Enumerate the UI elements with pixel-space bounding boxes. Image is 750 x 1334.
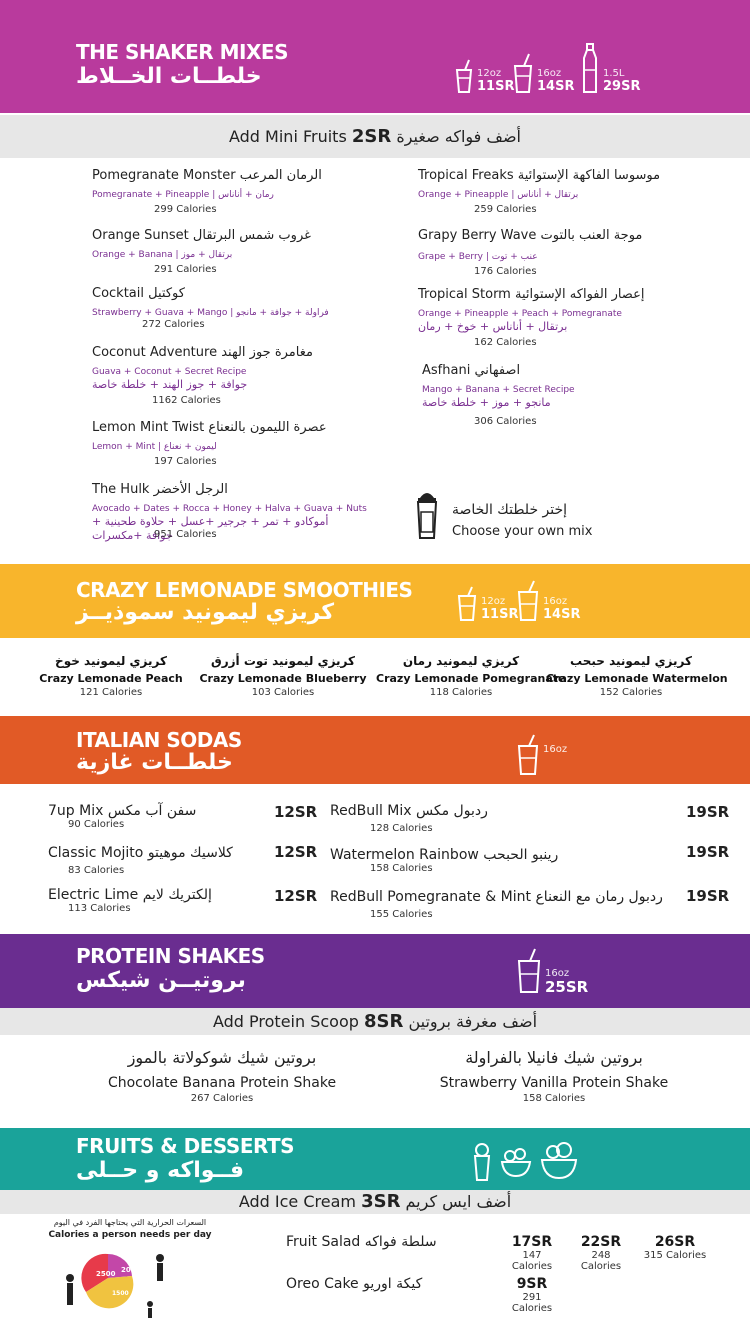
item-price: 19SR <box>686 803 730 821</box>
item-name: Grapy Berry Wave موجة العنب بالتوت <box>418 228 643 243</box>
item-name: Lemon Mint Twist عصرة الليمون بالنعناع <box>92 420 327 435</box>
item-name: Coconut Adventure مغامرة جوز الهند <box>92 345 313 360</box>
size-16oz <box>516 948 588 994</box>
menu-item <box>422 363 575 427</box>
item-ingredients: Avocado + Dates + Rocca + Honey + Halva + Guava + Nuts <box>92 504 367 514</box>
item-ingredients: Strawberry + Guava + Mango | فراولة + جوافة + مانجو <box>92 308 329 318</box>
item-ingredients: Lemon + Mint | ليمون + نعناع <box>92 442 217 452</box>
size-price: 29SR <box>603 79 641 94</box>
dessert-bowl-icon <box>540 1136 578 1182</box>
price: 9SR <box>516 1276 548 1292</box>
item-name-en: Crazy Lemonade Blueberry <box>199 672 367 685</box>
size-12oz <box>454 58 514 94</box>
item-ingredients-ar: جوافة + جوز الهند + خلطة خاصة <box>92 378 248 391</box>
pie-label: 2500 <box>96 1270 116 1278</box>
item-name: RedBull Mix ردبول مكس <box>330 803 488 819</box>
cup-icon <box>516 580 540 622</box>
size-16oz <box>516 734 567 776</box>
protein-title-en: PROTEIN SHAKES <box>76 944 265 968</box>
item-ingredients: Orange + Pineapple | برتقال + أناناس <box>418 190 579 200</box>
size-label: 1.5L <box>603 68 625 79</box>
sodas-title-ar: خلطــات غازية <box>76 750 233 775</box>
item-name: Tropical Storm إعصار الفواكه الإستوائية <box>418 287 645 302</box>
soda-item <box>48 887 212 914</box>
fruit-salad-name: Fruit Salad سلطة فواكه <box>286 1234 437 1250</box>
item-name-ar: كريزي ليمونيد خوخ <box>55 654 167 668</box>
item-calories: 951 Calories <box>154 529 217 540</box>
sodas-header <box>0 716 750 784</box>
item-name-ar: كريزي ليمونيد رمان <box>402 654 520 668</box>
item-calories: 162 Calories <box>474 337 537 348</box>
item-name-en: Crazy Lemonade Peach <box>39 672 183 685</box>
item-calories: 103 Calories <box>251 687 315 698</box>
addon-text: Add Ice Cream <box>238 1192 356 1211</box>
item-name: RedBull Pomegranate & Mint ردبول رمان مع النعناع <box>330 889 663 905</box>
soda-item <box>330 847 558 874</box>
mini-fruits-addon <box>0 115 750 158</box>
item-ingredients: Mango + Banana + Secret Recipe <box>422 385 575 395</box>
calories-needed-en: Calories a person needs per day <box>48 1230 212 1240</box>
item-name-ar: بروتين شيك فانيلا بالفراولة <box>465 1048 643 1067</box>
item-calories: 267 Calories <box>190 1093 254 1104</box>
calories: 315 Calories <box>643 1250 707 1261</box>
item-calories: 113 Calories <box>68 903 131 914</box>
item-name-en: Crazy Lemonade Watermelon <box>546 672 728 685</box>
oreo-cake-name: Oreo Cake كيكة اوريو <box>286 1276 423 1292</box>
menu-item <box>92 345 313 406</box>
item-ingredients: Orange + Pineapple + Peach + Pomegranate <box>418 309 622 319</box>
shaker-title-en: THE SHAKER MIXES <box>76 40 288 64</box>
lemonade-item <box>198 654 368 698</box>
menu-item <box>418 228 642 277</box>
item-calories: 1162 Calories <box>152 395 221 406</box>
own-mix-ar: إختر خلطتك الخاصة <box>452 502 568 518</box>
menu-item <box>418 168 660 215</box>
protein-title-ar: بروتيــن شيكس <box>76 968 246 993</box>
item-calories: 176 Calories <box>474 266 537 277</box>
item-ingredients-ar: مانجو + موز + خلطة خاصة <box>422 396 551 409</box>
fruits-header <box>0 1128 750 1190</box>
item-name: Watermelon Rainbow رينبو الحبحب <box>330 847 559 863</box>
menu-item <box>92 228 311 275</box>
shaker-cup-icon <box>414 488 440 540</box>
item-calories: 90 Calories <box>68 819 125 830</box>
lemonade-item <box>376 654 566 698</box>
item-name: 7up Mix سفن آب مكس <box>48 803 197 819</box>
item-name: The Hulk الرجل الأخضر <box>92 482 228 497</box>
item-calories: 118 Calories <box>429 687 493 698</box>
pie-label: 2000 <box>121 1266 141 1274</box>
size-label: 12oz <box>481 596 506 607</box>
item-name: Asfhani اصفهاني <box>422 363 521 378</box>
item-name: Tropical Freaks موسوسا الفاكهة الإستوائية <box>418 168 661 183</box>
ice-cream-addon <box>0 1190 750 1214</box>
item-calories: 121 Calories <box>79 687 143 698</box>
lemonade-item <box>546 654 728 698</box>
item-name-en: Crazy Lemonade Pomegranate <box>376 672 566 685</box>
item-ingredients: Grape + Berry | عنب + توت <box>418 252 538 262</box>
size-price: 11SR <box>477 79 515 94</box>
fruits-title-ar: فــواكه و حــلى <box>76 1158 245 1183</box>
soda-item <box>330 803 488 834</box>
item-ingredients-ar: أموكادو + تمر + جرجير +عسل + حلاوة طحينية + جوافة +مكسرات <box>92 515 329 542</box>
menu-item <box>92 420 327 467</box>
item-calories: 272 Calories <box>142 319 205 330</box>
soda-item <box>48 803 196 830</box>
pie-label: 1500 <box>112 1290 129 1297</box>
item-ingredients: Orange + Banana | برتقال + موز <box>92 250 233 260</box>
item-ingredients: Guava + Coconut + Secret Recipe <box>92 367 247 377</box>
item-ingredients: Pomegranate + Pineapple | رمان + أناناس <box>92 190 274 200</box>
size-label: 16oz <box>543 744 568 755</box>
item-price: 19SR <box>686 887 730 905</box>
item-calories: 128 Calories <box>370 823 433 834</box>
size-12oz <box>456 586 518 622</box>
item-price: 12SR <box>274 887 318 905</box>
salad-price <box>502 1234 562 1272</box>
size-label: 16oz <box>545 968 570 979</box>
item-calories: 152 Calories <box>599 687 663 698</box>
addon-text-ar: أضف مغرفة بروتين <box>408 1012 538 1031</box>
size-1.5l <box>580 42 640 94</box>
soda-item <box>48 845 233 876</box>
item-calories: 259 Calories <box>474 204 537 215</box>
addon-price: 8SR <box>363 1011 404 1032</box>
cake-price <box>502 1276 562 1314</box>
size-label: 16oz <box>543 596 568 607</box>
item-name-ar: بروتين شيك شوكولاتة بالموز <box>127 1048 317 1067</box>
lemonade-header <box>0 564 750 638</box>
item-name: Pomegranate Monster الرمان المرعب <box>92 168 322 183</box>
price: 17SR <box>511 1234 553 1250</box>
item-ingredients-ar: برتقال + أناناس + خوخ + رمان <box>418 320 568 333</box>
item-name: Electric Lime إلكتريك لايم <box>48 887 212 903</box>
fruit-cup-icon <box>472 1142 492 1182</box>
size-16oz <box>516 580 580 622</box>
salad-price <box>570 1234 632 1272</box>
protein-item <box>92 1048 352 1104</box>
calories-pie-icon <box>60 1248 180 1318</box>
item-calories: 158 Calories <box>370 863 433 874</box>
calories: 147 Calories <box>511 1250 553 1272</box>
soda-item <box>330 889 663 920</box>
addon-price: 3SR <box>361 1191 401 1212</box>
item-calories: 83 Calories <box>68 865 125 876</box>
item-calories: 291 Calories <box>154 264 217 275</box>
addon-text: Add Protein Scoop <box>212 1012 359 1031</box>
item-name: Orange Sunset غروب شمس البرتقال <box>92 228 311 243</box>
fruit-bowl-icon <box>500 1144 532 1180</box>
addon-price: 2SR <box>351 126 392 147</box>
shaker-header <box>0 0 750 113</box>
sodas-title-en: ITALIAN SODAS <box>76 728 242 752</box>
item-price: 12SR <box>274 843 318 861</box>
fruits-title-en: FRUITS & DESSERTS <box>76 1134 295 1158</box>
own-mix-en: Choose your own mix <box>452 524 593 539</box>
size-label: 12oz <box>477 68 502 79</box>
cup-icon <box>512 52 534 94</box>
item-calories: 158 Calories <box>522 1093 586 1104</box>
lemonade-title-en: CRAZY LEMONADE SMOOTHIES <box>76 578 413 602</box>
calories-needed-ar: السعرات الحرارية التي يحتاجها الفرد في اليوم <box>53 1218 207 1227</box>
size-16oz <box>512 52 574 94</box>
item-name: Classic Mojito كلاسيك موهيتو <box>48 845 233 861</box>
price: 26SR <box>654 1234 696 1250</box>
addon-text-ar: أضف فواكه صغيرة <box>396 127 521 146</box>
item-price: 12SR <box>274 803 318 821</box>
size-label: 16oz <box>537 68 562 79</box>
item-name-ar: كريزي ليمونيد توت أزرق <box>211 654 355 668</box>
size-price: 14SR <box>537 79 575 94</box>
item-calories: 299 Calories <box>154 204 217 215</box>
item-price: 19SR <box>686 843 730 861</box>
shaker-title-ar: خلطــات الخــلاط <box>76 64 262 89</box>
protein-scoop-addon <box>0 1008 750 1035</box>
menu-item <box>418 287 644 348</box>
price: 22SR <box>580 1234 622 1250</box>
size-price: 11SR <box>481 607 519 622</box>
menu-item <box>92 482 367 540</box>
calories: 248 Calories <box>580 1250 622 1272</box>
calories: 291 Calories <box>511 1292 553 1314</box>
protein-item <box>424 1048 684 1104</box>
protein-header <box>0 934 750 1008</box>
lemonade-item <box>26 654 196 698</box>
menu-item <box>92 168 322 215</box>
item-calories: 197 Calories <box>154 456 217 467</box>
cup-icon <box>516 948 542 994</box>
lemonade-title-ar: كريزي ليمونيد سموذيــز <box>76 600 335 625</box>
size-price: 25SR <box>545 978 589 996</box>
salad-price <box>638 1234 712 1261</box>
cup-icon <box>516 734 540 776</box>
cup-icon <box>454 58 474 94</box>
item-name-en: Strawberry Vanilla Protein Shake <box>439 1075 669 1091</box>
item-name-ar: كريزي ليمونيد حبحب <box>570 654 692 668</box>
item-name: Cocktail كوكتيل <box>92 286 185 301</box>
cup-icon <box>456 586 478 622</box>
item-calories: 306 Calories <box>474 416 537 427</box>
item-name-en: Chocolate Banana Protein Shake <box>107 1075 337 1091</box>
addon-text: Add Mini Fruits <box>228 127 347 146</box>
size-price: 14SR <box>543 607 581 622</box>
bottle-icon <box>580 42 600 94</box>
menu-item <box>92 286 329 330</box>
item-calories: 155 Calories <box>370 909 433 920</box>
addon-text-ar: أضف ايس كريم <box>405 1192 512 1211</box>
